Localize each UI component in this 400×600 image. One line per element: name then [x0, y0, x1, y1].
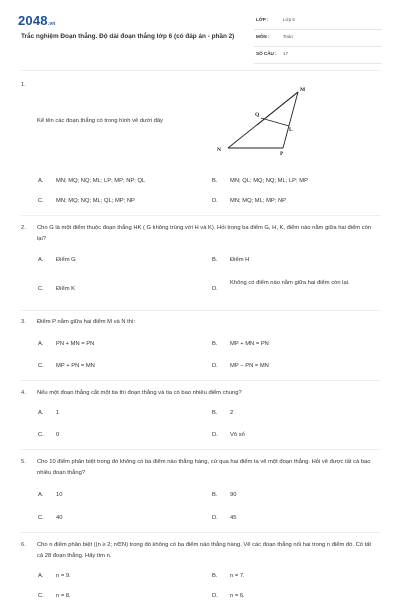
- logo-main: 2048: [18, 13, 48, 28]
- segment-ql: [261, 118, 289, 126]
- option-letter: B.: [212, 410, 218, 416]
- option-letter: B.: [212, 257, 218, 263]
- option-letter: C.: [38, 198, 44, 204]
- divider: [21, 70, 381, 71]
- option-text: n = 7.: [230, 573, 245, 579]
- option-letter: B.: [212, 178, 218, 184]
- option-text: n = 8.: [56, 593, 71, 599]
- question-number: 3.: [21, 319, 26, 325]
- point-label: N: [217, 147, 221, 153]
- divider: [21, 310, 381, 311]
- question-number: 2.: [21, 225, 26, 231]
- option-text: MP − PN = MN: [230, 363, 269, 369]
- divider: [21, 449, 381, 450]
- meta-key: SỐ CÂU :: [256, 51, 277, 56]
- question-text: Cho n điểm phân biệt ((n ≥ 2; n∈N) trong đó không có ba điểm nào thẳng hàng. Vẽ các đoạn thẳng nối hai trong n điểm đó. Có tất cả 28 đoạn thẳng. Hãy tìm n.: [37, 542, 372, 559]
- option-text: 1: [56, 410, 60, 416]
- option-text: Điểm K: [56, 286, 76, 292]
- option-text: Không có điểm nào nằm giữa hai điểm còn lại.: [230, 280, 350, 286]
- option-text: 0: [56, 432, 60, 438]
- option-letter: C.: [38, 432, 44, 438]
- option-text: n = 6.: [230, 593, 245, 599]
- question-number: 5.: [21, 459, 26, 465]
- option-letter: C.: [38, 286, 44, 292]
- option-letter: A.: [38, 573, 44, 579]
- option-text: MP + MN = PN: [230, 341, 269, 347]
- meta-row-class: [254, 14, 382, 30]
- meta-value: Toán: [283, 34, 293, 39]
- option-text: MN; QL; MQ; NQ; ML; LP; MP: [230, 178, 308, 184]
- question-number: 6.: [21, 542, 26, 548]
- meta-key: LỚP :: [256, 17, 269, 22]
- option-text: MP + PN = MN: [56, 363, 95, 369]
- meta-key: MÔN :: [256, 34, 270, 39]
- option-letter: A.: [38, 178, 44, 184]
- option-letter: D.: [212, 593, 218, 599]
- question-text: Nếu một đoạn thẳng cắt một tia thì đoạn thẳng và tia có bao nhiêu điểm chung?: [37, 390, 242, 396]
- divider: [21, 380, 381, 381]
- logo-suffix: .vn: [47, 21, 56, 27]
- question-number: 1.: [21, 82, 26, 88]
- option-text: 2: [230, 410, 234, 416]
- question-text: Kể tên các đoạn thẳng có trong hình vẽ dưới đây: [37, 118, 163, 124]
- meta-panel: [254, 14, 382, 65]
- option-letter: B.: [212, 573, 218, 579]
- option-text: PN + MN = PN: [56, 341, 95, 347]
- option-letter: A.: [38, 492, 44, 498]
- option-letter: C.: [38, 593, 44, 599]
- question-text: Cho 10 điểm phân biệt trong đó không có ba điểm nào thẳng hàng, cứ qua hai điểm ta vẽ một đoạn thẳng. Hỏi vẽ được tất cả bao nhiêu đoạn thẳng?: [37, 459, 371, 476]
- option-text: 45: [230, 515, 237, 521]
- option-text: MN; MQ; NQ; ML; LP; MP; NP; QL: [56, 178, 146, 184]
- point-label: P: [280, 151, 284, 157]
- page-title: Trắc nghiệm Đoạn thẳng. Độ dài đoạn thẳng lớp 6 (có đáp án - phần 2): [21, 33, 235, 40]
- option-letter: B.: [212, 492, 218, 498]
- meta-value: 17: [283, 51, 289, 56]
- site-logo[interactable]: [18, 13, 56, 28]
- option-letter: A.: [38, 257, 44, 263]
- option-text: n = 9.: [56, 573, 71, 579]
- divider: [21, 532, 381, 533]
- option-letter: D.: [212, 432, 218, 438]
- option-letter: C.: [38, 363, 44, 369]
- option-letter: A.: [38, 341, 44, 347]
- geometry-figure: [208, 84, 318, 162]
- meta-row-subject: [254, 31, 382, 47]
- option-text: Điểm G: [56, 257, 76, 263]
- option-text: Điểm H: [230, 257, 250, 263]
- option-text: 10: [56, 492, 63, 498]
- option-text: Vô số: [230, 432, 245, 438]
- question-text: Cho G là một điểm thuộc đoạn thẳng HK ( G không trùng với H và K). Hỏi trong ba điểm G, H, K, điểm nào nằm giữa hai điểm còn lại?: [37, 225, 372, 242]
- point-label: L: [289, 127, 293, 133]
- option-letter: D.: [212, 286, 218, 292]
- option-letter: D.: [212, 515, 218, 521]
- point-label: Q: [255, 112, 260, 118]
- option-text: 40: [56, 515, 63, 521]
- option-letter: A.: [38, 410, 44, 416]
- option-text: MN; MQ; ML; MP; NP: [230, 198, 287, 204]
- meta-value: Lớp 6: [283, 17, 295, 22]
- option-letter: B.: [212, 341, 218, 347]
- option-letter: D.: [212, 198, 218, 204]
- option-text: 90: [230, 492, 237, 498]
- option-letter: C.: [38, 515, 44, 521]
- option-text: MN; MQ; NQ; ML; QL; MP; NP: [56, 198, 135, 204]
- option-letter: D.: [212, 363, 218, 369]
- point-label: M: [300, 87, 306, 93]
- question-number: 4.: [21, 390, 26, 396]
- question-text: Điểm P nằm giữa hai điểm M và N thì:: [37, 319, 136, 325]
- segment-mq: [257, 92, 298, 125]
- divider: [21, 215, 381, 216]
- segment-mp: [283, 92, 298, 148]
- meta-row-count: [254, 48, 382, 64]
